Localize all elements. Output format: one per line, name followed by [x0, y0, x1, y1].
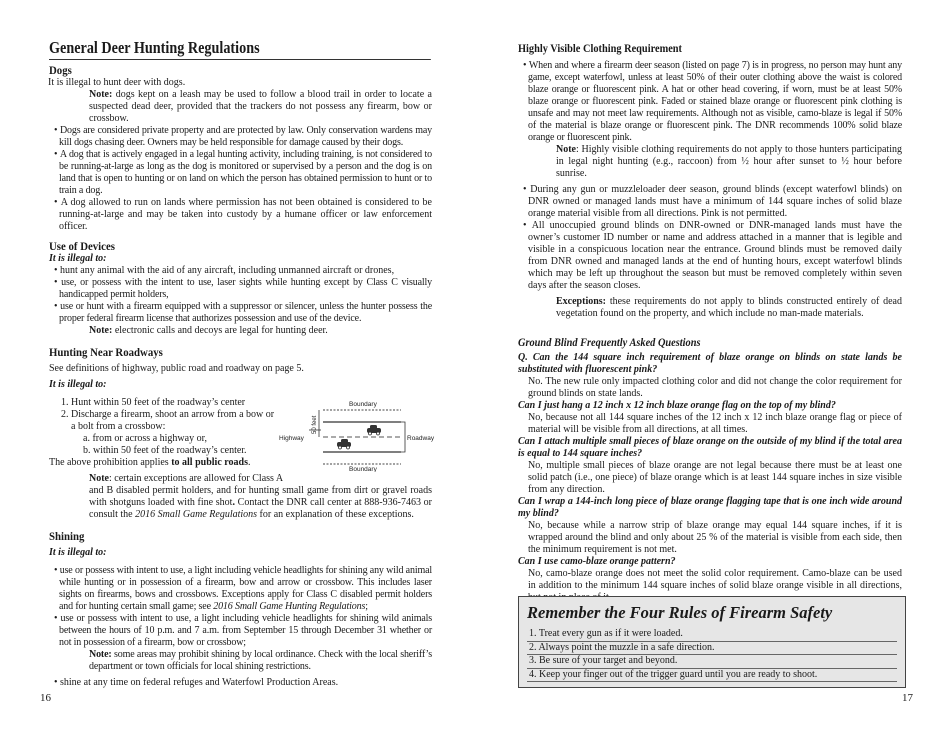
shining-b1-end: ;	[365, 601, 368, 612]
shining-note	[89, 649, 432, 673]
roadways-illegal: It is illegal to:	[49, 379, 107, 390]
shining-bullet-2: • use or possess with intent to use, a light including vehicle headlights for shining wild animals between the hours of 10 p.m. and 7 a.m. from September 15 through December 31 whether or not in possession of a firearm, bow or crossbow;	[59, 613, 432, 649]
devices-note	[89, 325, 432, 337]
page-title: General Deer Hunting Regulations	[49, 38, 431, 60]
clothing-bullet-2: • During any gun or muzzleloader deer season, ground blinds (except waterfowl blinds) on DNR owned or managed lands must have a minimum of 144 square inches of solid blaze orange material visible from all directions. Pink is not permitted.	[528, 184, 902, 220]
roadway-diagram	[279, 400, 439, 476]
faq-heading: Ground Blind Frequently Asked Questions	[518, 337, 701, 349]
dogs-bullet-3: • A dog allowed to run on lands where permission has not been obtained is considered to be running-at-large and may be taken into custody by a humane officer or law enforcement officer.	[59, 197, 432, 233]
page-number-right: 17	[902, 692, 913, 704]
shining-bullet-3: • shine at any time on federal refuges and Waterfowl Production Areas.	[59, 677, 432, 689]
highway-label: Highway	[279, 435, 304, 442]
clothing-exceptions	[556, 296, 902, 320]
note-text-c: Contact the DNR call center at 888-936-7463 or consult the	[89, 497, 432, 520]
exceptions-text: these requirements do not apply to blinds constructed entirely of dead vegetation found on the property, and which include no man-made materials.	[556, 296, 902, 319]
safety-rule: 1. Treat every gun as if it were loaded.	[527, 628, 897, 642]
faq-item	[518, 352, 902, 400]
note-text-a: : certain exceptions are allowed for Class A	[109, 473, 284, 484]
note-text-b: and B disabled permit holders, and for hunting small game from dirt or gravel roads with shotguns loaded with fine shot	[89, 485, 432, 508]
devices-bullet-1: • hunt any animal with the aid of any aircraft, including unmanned aircraft or drones,	[59, 265, 432, 277]
roadways-see: See definitions of highway, public road and roadway on page 5.	[49, 363, 304, 374]
firearm-safety-box	[518, 596, 906, 688]
devices-bullet-2: • use, or possess with the intent to use, laser sights while hunting except by Class C visually handicapped permit holders,	[59, 277, 432, 301]
roadways-heading: Hunting Near Roadways	[49, 345, 163, 359]
shining-bullet-1	[59, 565, 432, 613]
roadways-subitem-b: b. within 50 feet of the roadway’s center.	[83, 445, 247, 456]
devices-bullet-3: • use or hunt with a firearm equipped with a suppressor or silencer, unless the hunter possess the proper federal firearm license that authorizes possession and use of the device.	[59, 301, 432, 325]
faq-question: Can I use camo-blaze orange pattern?	[518, 556, 676, 567]
faq-answer: No, because not all 144 square inches of the 12 inch x 12 inch blaze orange flag or piece of material will be visible from all directions, at all times.	[528, 412, 902, 435]
boundary-top-label: Boundary	[349, 401, 377, 408]
faq-item	[518, 400, 902, 436]
roadway-diagram-svg	[279, 400, 439, 472]
faq-answer: No, because while a narrow strip of blaze orange may equal 144 square inches, if it is wrapped around the blind and only about 25 % of the material is visible from each side, then the minimum requirement is not met.	[528, 520, 902, 555]
faq-question: Can I wrap a 144-inch long piece of blaze orange flagging tape that is one inch wide around my blind?	[518, 496, 902, 519]
note-label: Note	[556, 144, 576, 155]
note-italic: 2016 Small Game Regulations	[135, 509, 258, 520]
faq-question: Can I just hang a 12 inch x 12 inch blaze orange flag on the top of my blind?	[518, 400, 836, 411]
dogs-bullet-2: • A dog that is actively engaged in a legal hunting activity, including training, is not considered to be running-at-large as long as the dog is monitored or supervised by a person and the dog is on land that is open to hunting or on land on which the person has obtained permission to hunt or to train a dog.	[59, 149, 432, 197]
prohibition-bold: to all public roads	[171, 457, 248, 468]
note-label: Note:	[89, 649, 112, 660]
clothing-note	[556, 144, 902, 180]
note-bold: .	[232, 497, 235, 508]
dogs-note	[89, 89, 432, 125]
dogs-heading: Dogs	[49, 63, 72, 77]
shining-heading: Shining	[49, 529, 85, 543]
faq-question: Can I attach multiple small pieces of blaze orange on the outside of my blind if the total area is equal to 144 square inches?	[518, 436, 902, 459]
note-text-end: for an explanation of these exceptions.	[257, 509, 414, 520]
safety-rule: 2. Always point the muzzle in a safe direction.	[527, 642, 897, 656]
clothing-bullet-1: • When and where a firearm deer season (listed on page 7) is in progress, no person may hunt any game, except waterfowl, unless at least 50% of their outer clothing above the waist is colored blaze orange or fluorescent pink. A hat or other head covering, if worn, must be at least 50% blaze orange or fluorescent pink. Faded or stained blaze orange or fluorescent pink clothing is unsafe and may not meet law requirements. Although not as visible, camo-blaze is legal if 50% of the material is blaze orange or fluorescent pink. The DNR recommends 100% solid blaze orange or fluorescent pink.	[528, 60, 902, 144]
exceptions-label: Exceptions:	[556, 296, 606, 307]
roadway-bracket	[401, 422, 405, 452]
prohibition-text: The above prohibition applies	[49, 457, 172, 468]
note-text: some areas may prohibit shining by local ordinance. Check with the local sheriff’s department or town officials for local shining restrictions.	[89, 649, 432, 672]
faq-answer: No. The new rule only impacted clothing color and did not change the color requirement for ground blinds on state lands.	[528, 376, 902, 399]
safety-rule: 4. Keep your finger out of the trigger guard until you are ready to shoot.	[527, 669, 897, 683]
faq-item	[518, 496, 902, 556]
faq-item	[518, 436, 902, 496]
clothing-bullet-3: • All unoccupied ground blinds on DNR-owned or DNR-managed lands must have the owner’s customer ID number or name and address attached in a manner that is legible and visible in a conspicuous location near the entrance. Ground blinds must be removed daily from DNR owned and managed lands at the end of hunting hours, except waterfowl blinds which may be left up throughout the season but must be removed completely within seven days after the season closes.	[528, 220, 902, 292]
faq-question: Q. Can the 144 square inch requirement of blaze orange on blinds on state lands be substituted with fluorescent pink?	[518, 352, 902, 375]
safety-title: Remember the Four Rules of Firearm Safety	[527, 603, 833, 622]
car-icon	[367, 425, 381, 435]
car-icon	[337, 439, 351, 449]
roadway-label: Roadway	[407, 435, 435, 442]
boundary-bottom-label: Boundary	[349, 466, 377, 472]
right-page	[518, 42, 902, 604]
roadways-item-2: 2. Discharge a firearm, shoot an arrow from a bow or	[61, 409, 275, 420]
shining-illegal: It is illegal to:	[49, 547, 107, 558]
shining-b1-italic: 2016 Small Game Hunting Regulations	[213, 601, 366, 612]
left-page	[48, 38, 435, 689]
note-text: : Highly visible clothing requirements do not apply to those hunters participating in legal night hunting (e.g., raccoon) from ½ hour after sunset to ½ hour before sunrise.	[556, 144, 902, 179]
devices-illegal: It is illegal to:	[49, 253, 107, 264]
note-label: Note	[89, 473, 109, 484]
clothing-heading: Highly Visible Clothing Requirement	[518, 43, 682, 55]
dogs-intro: It is illegal to hunt deer with dogs.	[48, 77, 186, 88]
page-number-left: 16	[40, 692, 51, 704]
roadways-item-2-cont: a bolt from a crossbow:	[71, 421, 166, 432]
roadways-note-rest	[89, 485, 432, 521]
note-text: electronic calls and decoys are legal for hunting deer.	[112, 325, 328, 336]
shining-b1-text: use or possess with intent to use, a light including vehicle headlights for shining any wild animal while hunting or in possession of a firearm, bow and arrow or crossbow. This includes laser sights on firearms, bows and crossbows. Exceptions apply for Class C disabled permit holders and for hunting certain small game; see	[59, 565, 432, 612]
prohibition-end: .	[247, 457, 251, 468]
roadways-item-1: 1. Hunt within 50 feet of the roadway’s center	[61, 397, 246, 408]
feet-label: 50 feet	[312, 415, 318, 434]
roadways-subitem-a: a. from or across a highway or,	[83, 433, 208, 444]
faq-answer: No, multiple small pieces of blaze orange are not legal because there must be at least one solid patch (i.e., one piece) of blaze orange which is at least 144 square inches in size visible from any direction.	[528, 460, 902, 495]
safety-rule: 3. Be sure of your target and beyond.	[527, 655, 897, 669]
note-label: Note:	[89, 325, 113, 336]
devices-heading: Use of Devices	[49, 239, 115, 253]
note-text: dogs kept on a leash may be used to follow a blood trail in order to locate a suspected dead deer, provided that the trackers do not possess any firearm, bow or crossbow.	[89, 89, 432, 124]
note-label: Note:	[89, 89, 113, 100]
dogs-bullet-1: • Dogs are considered private property and are protected by law. Only conservation wardens may kill dogs chasing deer. Owners may be held responsible for damage caused by their dogs.	[59, 125, 432, 149]
faq-answer: No, camo-blaze orange does not meet the solid color requirement. Camo-blaze can be used in addition to the minimum 144 square inches of solid blaze orange visible in all directions,	[528, 568, 902, 591]
